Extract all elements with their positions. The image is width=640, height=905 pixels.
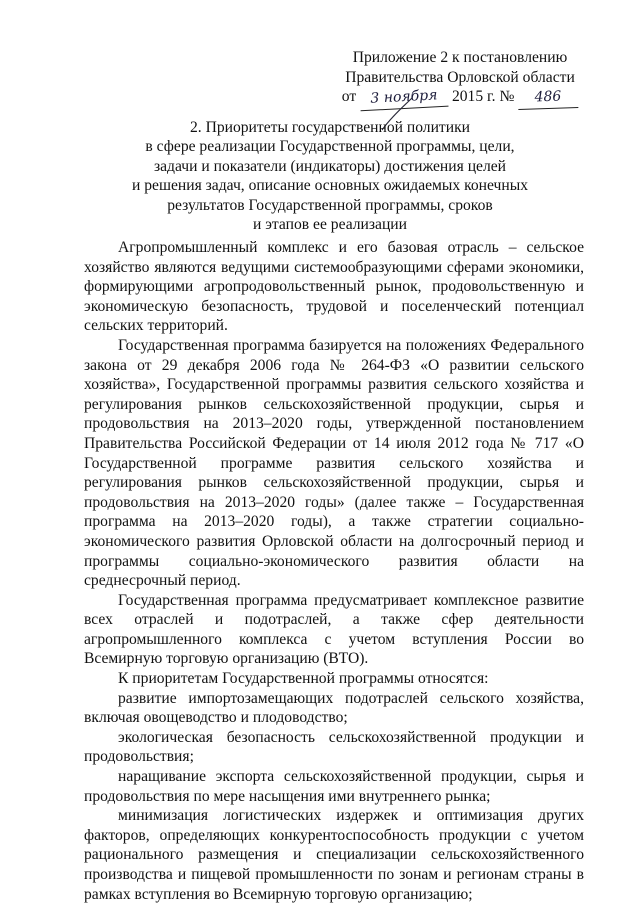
paragraph: Государственная программа предусматривает комплексное развитие всех отраслей и подотраслей, а также сфер деятельности агропромышленного комплекса с учетом вступления России во Всемирную торговую организацию (ВТО). bbox=[84, 591, 584, 668]
paragraph: развитие импортозамещающих подотраслей сельского хозяйства, включая овощеводство и плодоводство; bbox=[84, 689, 584, 727]
heading-line: 2. Приоритеты государственной политики bbox=[189, 119, 471, 136]
annex-year: 2015 г. № bbox=[451, 88, 515, 105]
heading-line: и этапов ее реализации bbox=[252, 216, 407, 234]
annex-header bbox=[340, 48, 580, 109]
body-text bbox=[84, 238, 584, 904]
paragraph: экологическая безопасность сельскохозяйственной продукции и продовольствия; bbox=[84, 728, 584, 766]
annex-line-1: Приложение 2 к постановлению bbox=[352, 49, 568, 66]
paragraph: минимизация логистических издержек и оптимизация других факторов, определяющих конкурентоспособность продукции с учетом рационального размещения и специализации сельскохозяйственного производства и пищевой промышленности по зонам и регионам страны в рамках вступления во Всемирную торговую организацию; bbox=[84, 807, 584, 903]
heading-line: в сфере реализации Государственной программы, цели, bbox=[145, 138, 515, 156]
heading-line: результатов Государственной программы, сроков bbox=[167, 196, 493, 214]
paragraph: Государственная программа базируется на положениях Федерального закона от 29 декабря 2006 года № 264-ФЗ «О развитии сельского хозяйства», Государственной программы развития сельского хозяйства и регулирования рынков сельскохозяйственной продукции, сырья и продовольствия на 2013–2020 годы, утвержденной постановлением Правительства Российской Федерации от 14 июля 2012 года № 717 «О Государственной программе развития сельского хозяйства и регулирования рынков сельскохозяйственной продукции, сырья и продовольствия на 2013–2020 годы» (далее также – Государственная программа на 2013–2020 годы), а также стратегии социально-экономического развития Орловской области на долгосрочный период и программы социально-экономического развития области на среднесрочный период. bbox=[84, 336, 584, 590]
annex-date-line bbox=[340, 87, 580, 109]
paragraph: К приоритетам Государственной программы относятся: bbox=[118, 670, 489, 688]
handwritten-date: 3 ноября bbox=[360, 86, 449, 111]
paragraph: наращивание экспорта сельскохозяйственной продукции, сырья и продовольствия по мере насыщения ими внутреннего рынка; bbox=[84, 768, 584, 805]
annex-date-prefix: от bbox=[341, 88, 357, 105]
paragraph: Агропромышленный комплекс и его базовая отрасль – сельское хозяйство являются ведущими системообразующими сферами экономики, формирующими агропродовольственный рынок, продовольственную и экономическую безопасность, трудовой и поселенческий потенциал сельских территорий. bbox=[84, 239, 584, 335]
section-heading bbox=[130, 118, 530, 234]
annex-line-2: Правительства Орловской области bbox=[345, 68, 575, 86]
heading-line: задачи и показатели (индикаторы) достижения целей bbox=[153, 157, 507, 175]
heading-line: и решения задач, описание основных ожидаемых конечных bbox=[131, 177, 529, 195]
handwritten-number: 486 bbox=[518, 87, 579, 110]
